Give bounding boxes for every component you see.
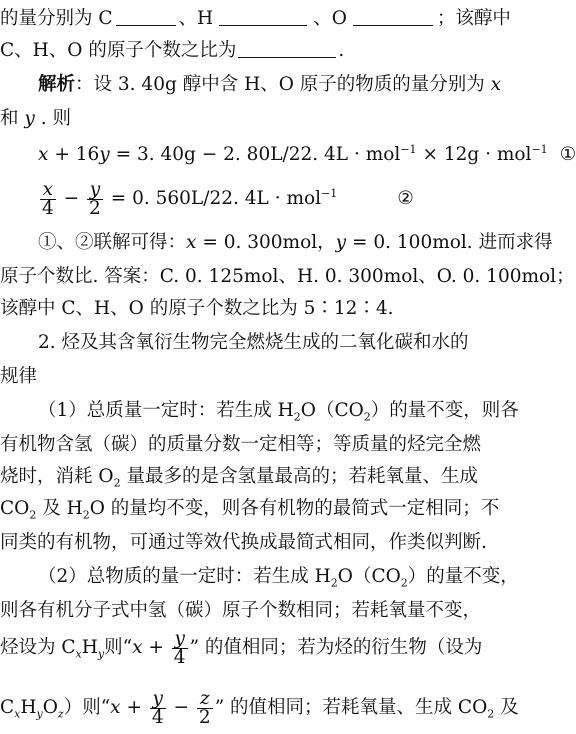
denominator: 4 <box>151 706 164 728</box>
answer-blank-o[interactable] <box>353 7 433 26</box>
subscript: 2 <box>330 576 338 590</box>
text: ）的量不变， <box>407 566 519 587</box>
text-line-16: 同类的有机物，可通过等效代换成最简式相同，作类似判断. <box>0 532 487 553</box>
subscript: 2 <box>400 576 408 590</box>
text: H <box>20 697 37 718</box>
text: 的量分别为 C <box>0 8 113 29</box>
text: . <box>338 40 345 61</box>
text: 及 H <box>36 498 83 519</box>
equation-tag: ② <box>397 188 414 209</box>
numerator: y <box>152 687 163 709</box>
var-y: y <box>99 144 110 165</box>
text: ：设 3. 40g 醇中含 H、O 原子的物质的量分别为 <box>75 74 491 95</box>
numerator: y <box>89 178 101 200</box>
exponent: −1 <box>321 186 338 200</box>
text-line-17 <box>0 562 560 592</box>
answer-blank-h[interactable] <box>219 7 307 26</box>
text: = 0. 100mol. 进而求得 <box>346 232 553 253</box>
text-line-8: 原子个数比. 答案：C. 0. 125mol、H. 0. 300mol、O. 0. 100mol； <box>0 266 575 287</box>
subscript: y <box>97 647 105 661</box>
text-line-13: 有机物含氢（碳）的质量分数一定相等；等质量的烃完全燃 <box>0 434 482 455</box>
text: + 16 <box>48 144 100 165</box>
fraction-z-2 <box>197 687 213 728</box>
text: 烃设为 C <box>0 637 76 658</box>
subscript: 2 <box>487 707 495 721</box>
exponent: −1 <box>531 142 548 156</box>
fraction-y-4 <box>150 687 166 728</box>
text-line-2 <box>0 36 560 66</box>
text: . 则 <box>34 108 71 129</box>
text: ” 的值相同；若为烃的衍生物（设为 <box>189 637 483 658</box>
text-line-14 <box>0 462 560 492</box>
subscript: x <box>75 647 82 661</box>
text: H <box>81 637 98 658</box>
text: 烧时，消耗 O <box>0 466 114 487</box>
text: C <box>0 697 15 718</box>
fraction-y-2 <box>87 178 103 219</box>
denominator: 2 <box>89 197 101 219</box>
text: × 12g · mol <box>416 144 532 165</box>
text-line-19 <box>0 626 560 670</box>
text: （2）总物质的量一定时：若生成 H <box>38 566 331 587</box>
subscript: y <box>36 707 43 721</box>
text: ；该醇中 <box>436 8 511 29</box>
exponent: −1 <box>400 142 417 156</box>
var-x: x <box>490 74 502 95</box>
text-line-1 <box>0 4 560 34</box>
var-y: y <box>24 108 35 129</box>
denominator: 4 <box>173 646 186 668</box>
text: 则“ <box>104 637 133 658</box>
text: （1）总质量一定时：若生成 H <box>38 400 294 421</box>
text: O（CO <box>300 400 364 421</box>
var-y: y <box>335 232 347 253</box>
text: = 0. 300mol， <box>196 232 336 253</box>
numerator: y <box>174 627 185 649</box>
text-line-15 <box>0 494 560 524</box>
equation-2 <box>0 177 560 221</box>
subscript: 2 <box>82 508 90 522</box>
text: 、O <box>313 8 347 29</box>
equation-tag: ① <box>559 144 576 165</box>
solution-line-1 <box>0 70 560 100</box>
text: ” 的值相同；若耗氧量、生成 CO <box>214 697 488 718</box>
fraction-x-4 <box>40 178 56 219</box>
text: − <box>57 188 86 209</box>
answer-blank-c[interactable] <box>116 7 176 26</box>
text: 及 <box>494 697 519 718</box>
subscript: z <box>57 707 64 721</box>
text: C、H、O 的原子个数之比为 <box>0 40 237 61</box>
text-line-4 <box>0 104 560 134</box>
text: ）则“ <box>63 697 111 718</box>
denominator: 4 <box>42 197 54 219</box>
section-heading-2: 2. 烃及其含氧衍生物完全燃烧生成的二氧化碳和水的 <box>38 332 469 353</box>
text-line-20 <box>0 686 560 730</box>
text: 、H <box>178 8 214 29</box>
text: O（CO <box>337 566 401 587</box>
subscript: 2 <box>113 476 121 490</box>
text: = 3. 40g − 2. 80L/22. 4L · mol <box>109 144 401 165</box>
text-line-12 <box>0 396 560 426</box>
text: O <box>42 697 58 718</box>
text-line-7 <box>0 228 560 258</box>
numerator: z <box>199 687 210 709</box>
text-line-11: 规律 <box>0 366 38 387</box>
text: − <box>167 697 195 718</box>
text: 和 <box>0 108 25 129</box>
numerator: x <box>42 178 54 200</box>
solution-label: 解析 <box>38 74 76 95</box>
subscript: x <box>14 707 21 721</box>
denominator: 2 <box>198 706 211 728</box>
text: O 的量均不变，则各有机物的最简式一定相同；不 <box>89 498 500 519</box>
subscript: 2 <box>363 410 371 424</box>
text-line-18: 则各有机分子式中氢（碳）原子个数相同；若耗氧量不变， <box>0 600 482 621</box>
text-line-9: 该醇中 C、H、O 的原子个数之比为 5∶12∶4. <box>0 298 394 319</box>
equation-1 <box>0 140 576 170</box>
text: ①、②联解可得： <box>38 232 187 253</box>
text: = 0. 560L/22. 4L · mol <box>104 188 322 209</box>
text: + <box>120 697 148 718</box>
fraction-y-4 <box>172 627 188 668</box>
var-x: x <box>38 144 49 165</box>
var-x: x <box>110 697 121 718</box>
text: + <box>142 637 170 658</box>
answer-blank-ratio[interactable] <box>238 39 336 58</box>
var-x: x <box>132 637 143 658</box>
subscript: 2 <box>293 410 301 424</box>
text: 量最多的是含氢量最高的；若耗氧量、生成 <box>120 466 478 487</box>
text: CO <box>0 498 30 519</box>
text: ）的量不变，则各 <box>370 400 519 421</box>
subscript: 2 <box>29 508 37 522</box>
var-x: x <box>186 232 197 253</box>
